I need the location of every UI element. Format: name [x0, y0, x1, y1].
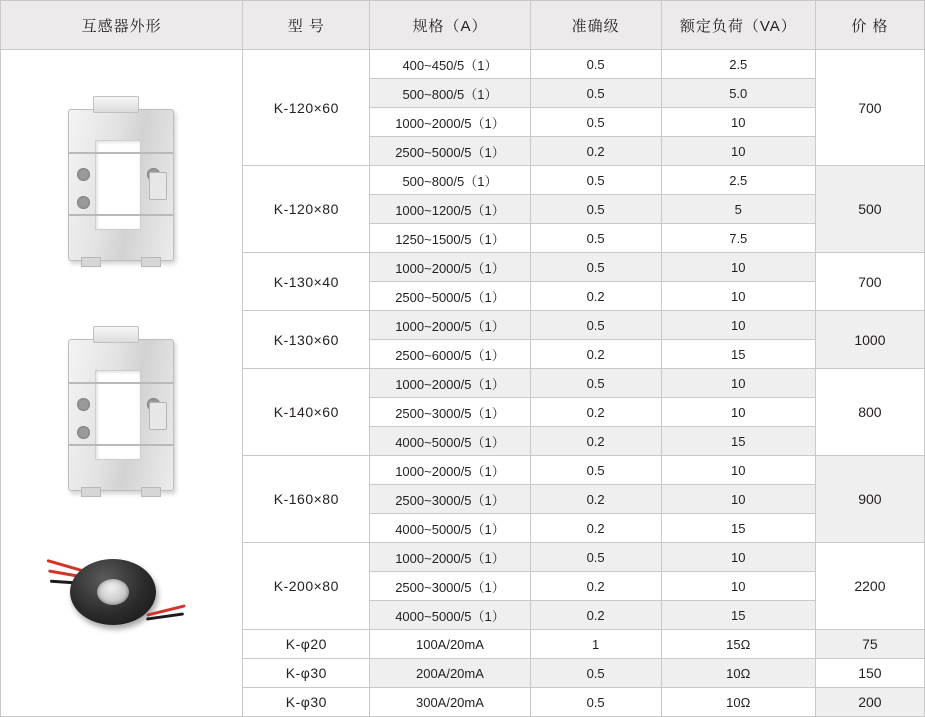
spec-cell: 1000~2000/5（1） — [370, 456, 530, 485]
load-cell: 10 — [661, 398, 815, 427]
accuracy-cell: 0.5 — [530, 253, 661, 282]
load-cell: 10 — [661, 137, 815, 166]
price-cell: 1000 — [815, 311, 924, 369]
accuracy-cell: 0.2 — [530, 398, 661, 427]
split-core-ct-icon — [68, 109, 174, 261]
header-row — [1, 1, 925, 50]
load-cell: 15Ω — [661, 630, 815, 659]
accuracy-cell: 0.5 — [530, 456, 661, 485]
spec-cell: 500~800/5（1） — [370, 166, 530, 195]
load-cell: 10 — [661, 282, 815, 311]
load-cell: 10Ω — [661, 659, 815, 688]
price-cell: 150 — [815, 659, 924, 688]
accuracy-cell: 0.2 — [530, 340, 661, 369]
accuracy-cell: 0.5 — [530, 108, 661, 137]
accuracy-cell: 0.2 — [530, 514, 661, 543]
price-cell: 200 — [815, 688, 924, 717]
header-shape: 互感器外形 — [1, 1, 243, 50]
spec-cell: 4000~5000/5（1） — [370, 601, 530, 630]
price-cell: 900 — [815, 456, 924, 543]
model-cell: K-160×80 — [243, 456, 370, 543]
table-row — [1, 50, 925, 79]
price-cell: 2200 — [815, 543, 924, 630]
spec-cell: 400~450/5（1） — [370, 50, 530, 79]
model-cell: K-130×60 — [243, 311, 370, 369]
load-cell: 15 — [661, 427, 815, 456]
load-cell: 15 — [661, 601, 815, 630]
model-cell: K-φ30 — [243, 688, 370, 717]
load-cell: 15 — [661, 340, 815, 369]
header-spec: 规格（A） — [370, 1, 530, 50]
load-cell: 10 — [661, 572, 815, 601]
load-cell: 7.5 — [661, 224, 815, 253]
load-cell: 5 — [661, 195, 815, 224]
transformer-image-cell — [1, 50, 243, 717]
accuracy-cell: 0.2 — [530, 485, 661, 514]
accuracy-cell: 0.5 — [530, 79, 661, 108]
price-cell: 700 — [815, 253, 924, 311]
header-accuracy: 准确级 — [530, 1, 661, 50]
load-cell: 10 — [661, 456, 815, 485]
header-load: 额定负荷（VA） — [661, 1, 815, 50]
load-cell: 10 — [661, 108, 815, 137]
spec-cell: 4000~5000/5（1） — [370, 514, 530, 543]
load-cell: 5.0 — [661, 79, 815, 108]
accuracy-cell: 0.5 — [530, 688, 661, 717]
spec-cell: 300A/20mA — [370, 688, 530, 717]
accuracy-cell: 1 — [530, 630, 661, 659]
spec-cell: 1250~1500/5（1） — [370, 224, 530, 253]
model-cell: K-120×60 — [243, 50, 370, 166]
accuracy-cell: 0.2 — [530, 572, 661, 601]
spec-cell: 1000~1200/5（1） — [370, 195, 530, 224]
model-cell: K-130×40 — [243, 253, 370, 311]
spec-cell: 1000~2000/5（1） — [370, 253, 530, 282]
accuracy-cell: 0.5 — [530, 369, 661, 398]
load-cell: 2.5 — [661, 50, 815, 79]
model-cell: K-φ30 — [243, 659, 370, 688]
spec-cell: 4000~5000/5（1） — [370, 427, 530, 456]
price-cell: 500 — [815, 166, 924, 253]
load-cell: 10 — [661, 485, 815, 514]
accuracy-cell: 0.2 — [530, 601, 661, 630]
price-cell: 800 — [815, 369, 924, 456]
load-cell: 2.5 — [661, 166, 815, 195]
image-stack — [1, 81, 241, 685]
load-cell: 10 — [661, 369, 815, 398]
table-header — [1, 1, 925, 50]
load-cell: 10 — [661, 311, 815, 340]
load-cell: 10 — [661, 543, 815, 572]
model-cell: K-140×60 — [243, 369, 370, 456]
spec-cell: 1000~2000/5（1） — [370, 108, 530, 137]
spec-cell: 1000~2000/5（1） — [370, 311, 530, 340]
accuracy-cell: 0.2 — [530, 282, 661, 311]
model-cell: K-120×80 — [243, 166, 370, 253]
spec-cell: 100A/20mA — [370, 630, 530, 659]
spec-cell: 1000~2000/5（1） — [370, 369, 530, 398]
accuracy-cell: 0.5 — [530, 659, 661, 688]
load-cell: 10Ω — [661, 688, 815, 717]
price-cell: 75 — [815, 630, 924, 659]
spec-cell: 2500~5000/5（1） — [370, 137, 530, 166]
spec-cell: 2500~3000/5（1） — [370, 398, 530, 427]
accuracy-cell: 0.5 — [530, 195, 661, 224]
spec-cell: 500~800/5（1） — [370, 79, 530, 108]
spec-cell: 200A/20mA — [370, 659, 530, 688]
model-cell: K-φ20 — [243, 630, 370, 659]
accuracy-cell: 0.5 — [530, 224, 661, 253]
load-cell: 10 — [661, 253, 815, 282]
spec-cell: 2500~3000/5（1） — [370, 572, 530, 601]
header-price: 价 格 — [815, 1, 924, 50]
accuracy-cell: 0.5 — [530, 311, 661, 340]
spec-cell: 1000~2000/5（1） — [370, 543, 530, 572]
price-cell: 700 — [815, 50, 924, 166]
split-core-ct-icon — [68, 339, 174, 491]
spec-cell: 2500~3000/5（1） — [370, 485, 530, 514]
spec-cell: 2500~6000/5（1） — [370, 340, 530, 369]
model-cell: K-200×80 — [243, 543, 370, 630]
accuracy-cell: 0.5 — [530, 166, 661, 195]
header-model: 型 号 — [243, 1, 370, 50]
accuracy-cell: 0.2 — [530, 137, 661, 166]
accuracy-cell: 0.5 — [530, 50, 661, 79]
accuracy-cell: 0.5 — [530, 543, 661, 572]
table-body — [1, 50, 925, 717]
spec-cell: 2500~5000/5（1） — [370, 282, 530, 311]
accuracy-cell: 0.2 — [530, 427, 661, 456]
toroidal-ct-icon — [46, 551, 196, 635]
load-cell: 15 — [661, 514, 815, 543]
